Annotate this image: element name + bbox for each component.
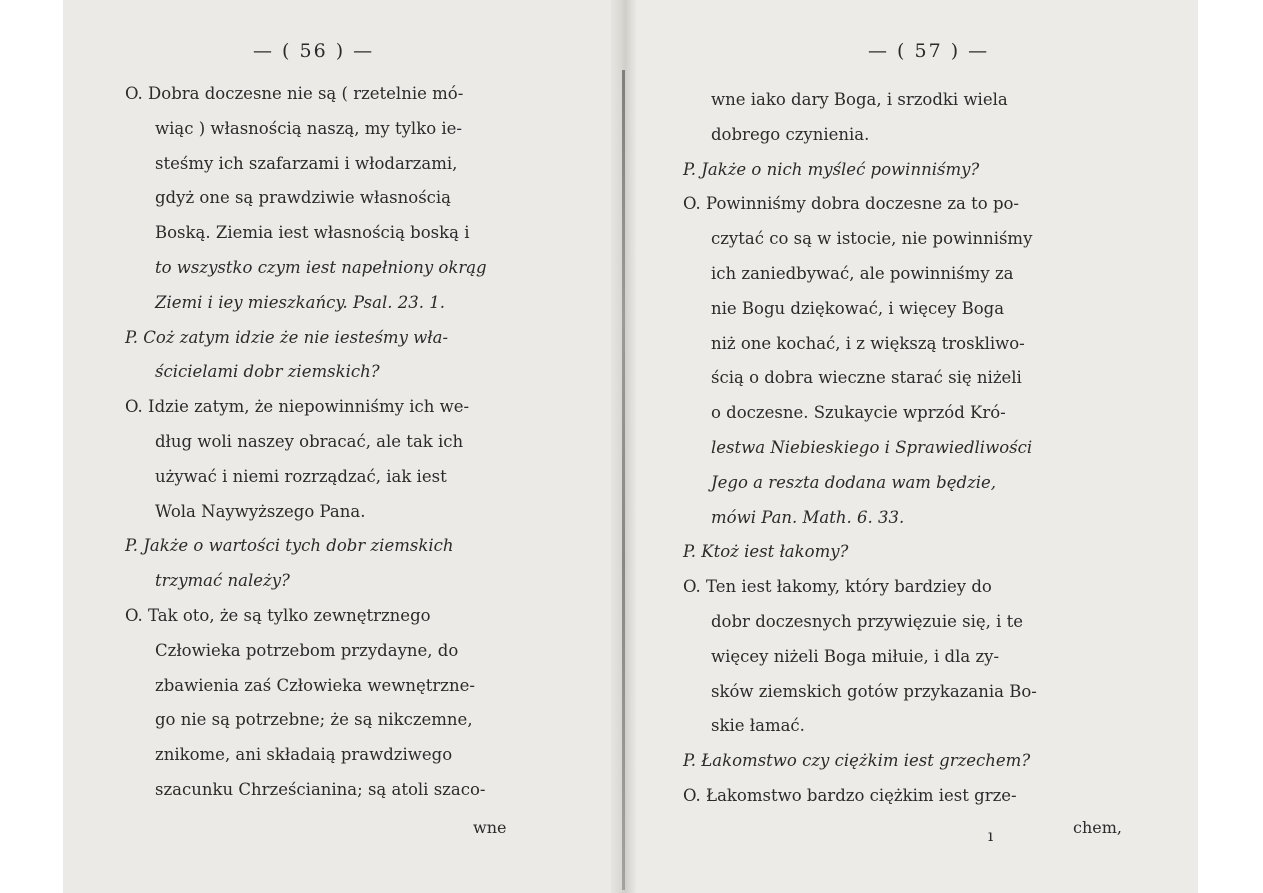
text-line: więcey niżeli Boga miłuie, i dla zy- bbox=[711, 646, 1000, 666]
signature-mark: ı bbox=[988, 826, 994, 845]
text-line: ścicielami dobr ziemskich? bbox=[155, 362, 380, 382]
book-spread bbox=[63, 0, 1198, 893]
text-line: Boską. Ziemia iest własnością boską i bbox=[155, 223, 470, 243]
text-line: Wola Naywyższego Pana. bbox=[155, 501, 366, 521]
text-line: lestwa Niebieskiego i Sprawiedliwości bbox=[711, 438, 1033, 457]
text-line: O. Ten iest łakomy, który bardziey do bbox=[683, 577, 992, 597]
text-line: dług woli naszey obracać, ale tak ich bbox=[155, 432, 464, 451]
text-line: P. Coż zatym idzie że nie iesteśmy wła- bbox=[125, 327, 449, 347]
catchword: wne bbox=[473, 818, 507, 837]
text-line: O. Idzie zatym, że niepowinniśmy ich we- bbox=[125, 397, 470, 417]
text-line: P. Ktoż iest łakomy? bbox=[683, 542, 849, 562]
text-line: dobrego czynienia. bbox=[711, 124, 870, 144]
page-number-header: — ( 56 ) — bbox=[253, 40, 375, 62]
text-line: wiąc ) własnością naszą, my tylko ie- bbox=[155, 118, 462, 138]
text-line: nie Bogu dziękować, i więcey Boga bbox=[711, 298, 1005, 318]
text-line: P. Jakże o wartości tych dobr ziemskich bbox=[125, 536, 454, 556]
text-line: gdyż one są prawdziwie własnością bbox=[155, 188, 452, 208]
text-line: mówi Pan. Math. 6. 33. bbox=[711, 507, 905, 527]
text-line: P. Łakomstwo czy ciężkim iest grzechem? bbox=[683, 751, 1031, 771]
text-line: go nie są potrzebne; że są nikczemne, bbox=[155, 710, 473, 730]
text-line: Ziemi i iey mieszkańcy. Psal. 23. 1. bbox=[155, 292, 445, 312]
text-line: O. Łakomstwo bardzo ciężkim iest grze- bbox=[683, 786, 1017, 805]
text-line: używać i niemi rozrządzać, iak iest bbox=[155, 466, 447, 486]
page-number-header: — ( 57 ) — bbox=[868, 40, 990, 62]
text-line: O. Powinniśmy dobra doczesne za to po- bbox=[683, 194, 1020, 214]
text-line: szacunku Chrześcianina; są atoli szaco- bbox=[155, 780, 486, 799]
text-line: Jego a reszta dodana wam będzie, bbox=[711, 472, 997, 492]
text-line: steśmy ich szafarzami i włodarzami, bbox=[155, 153, 458, 173]
text-line: O. Tak oto, że są tylko zewnętrznego bbox=[125, 606, 431, 625]
text-line: P. Jakże o nich myśleć powinniśmy? bbox=[683, 159, 980, 179]
binding-thread bbox=[622, 70, 625, 890]
text-line: skie łamać. bbox=[711, 716, 805, 736]
text-line: wne iako dary Boga, i srzodki wiela bbox=[711, 90, 1008, 109]
text-line: ich zaniedbywać, ale powinniśmy za bbox=[711, 264, 1014, 283]
text-line: O. Dobra doczesne nie są ( rzetelnie mó- bbox=[125, 84, 464, 103]
text-line: trzymać należy? bbox=[155, 571, 290, 591]
text-line: Człowieka potrzebom przydayne, do bbox=[155, 640, 459, 660]
text-line: ścią o dobra wieczne starać się niżeli bbox=[711, 368, 1022, 388]
text-line: to wszystko czym iest napełniony okrąg bbox=[155, 258, 487, 277]
text-line: czytać co są w istocie, nie powinniśmy bbox=[711, 229, 1033, 249]
left-page bbox=[63, 0, 623, 893]
text-line: o doczesne. Szukaycie wprzód Kró- bbox=[711, 403, 1006, 423]
right-page bbox=[623, 0, 1198, 893]
text-line: niż one kochać, i z większą troskliwo- bbox=[711, 333, 1025, 353]
catchword: chem, bbox=[1073, 818, 1122, 837]
text-line: sków ziemskich gotów przykazania Bo- bbox=[711, 681, 1037, 701]
text-line: znikome, ani składaią prawdziwego bbox=[155, 745, 453, 765]
text-line: dobr doczesnych przywięzuie się, i te bbox=[711, 612, 1024, 631]
text-line: zbawienia zaś Człowieka wewnętrzne- bbox=[155, 675, 475, 695]
